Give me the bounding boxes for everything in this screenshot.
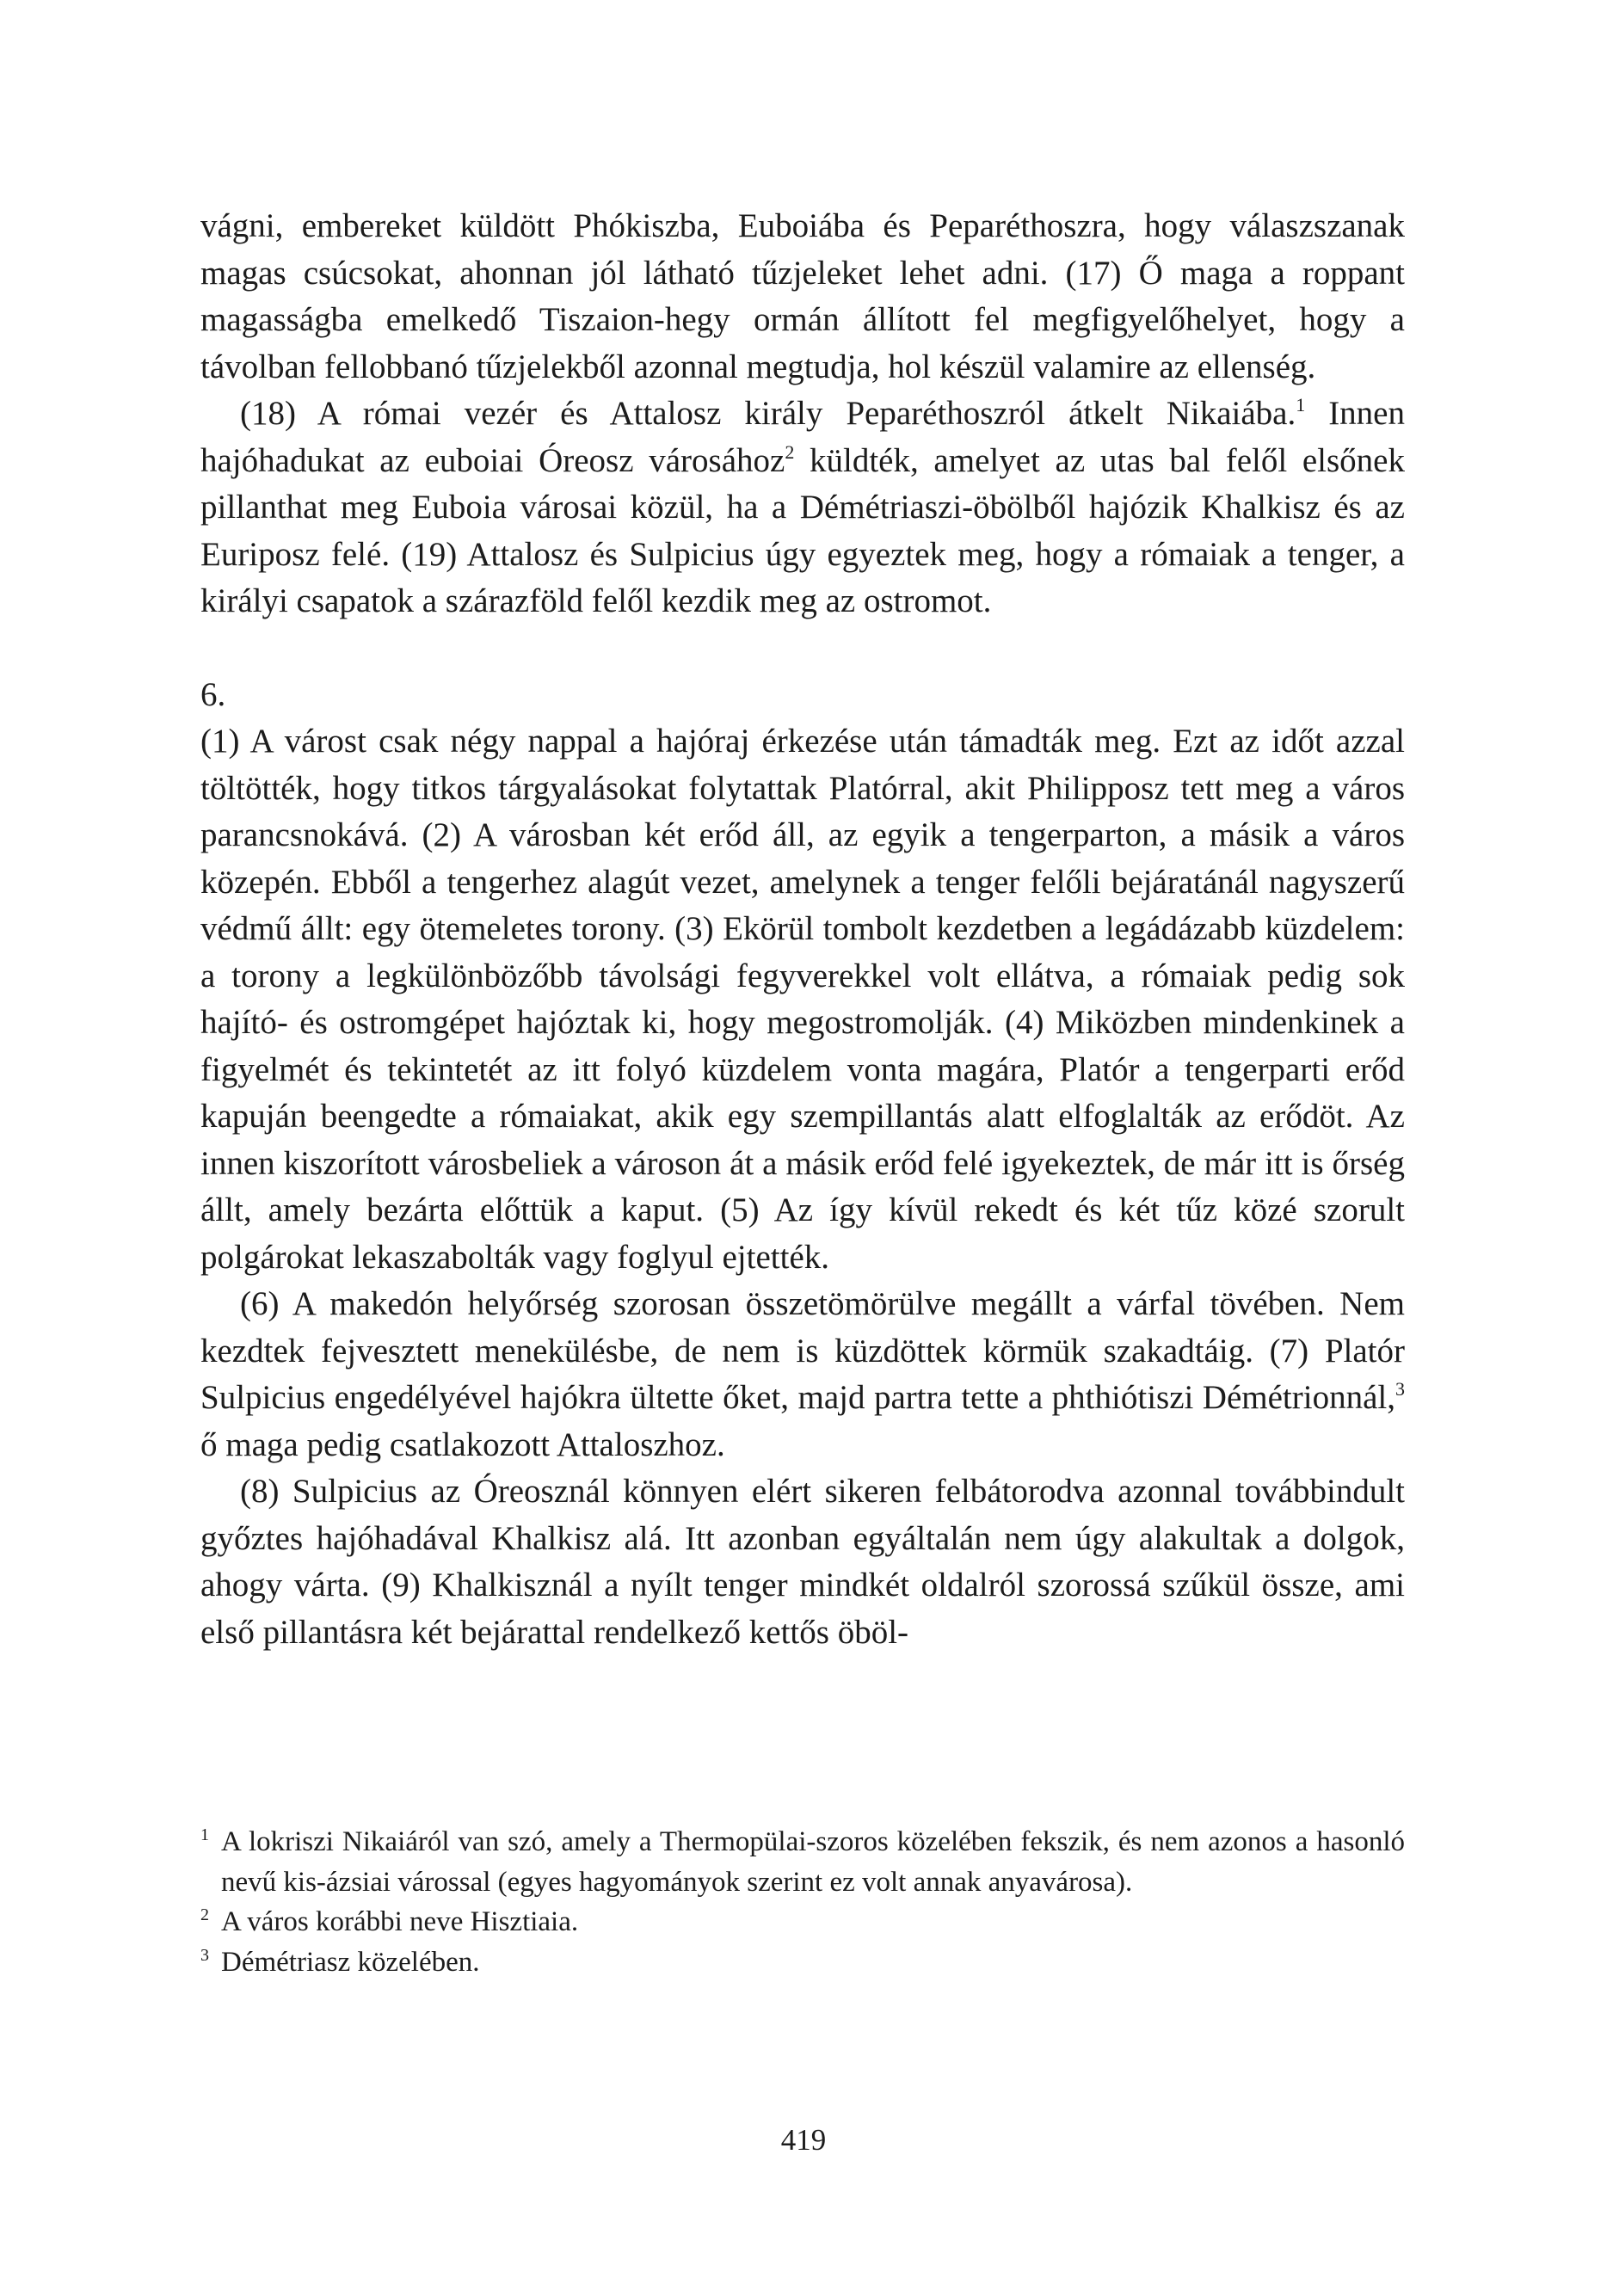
main-text	[200, 203, 1405, 1656]
footnote-ref-2[interactable]: 2	[785, 440, 795, 463]
paragraph-6-text-b: ő maga pedig csatlakozott Attaloszhoz.	[200, 1425, 725, 1463]
footnote-text-2: A város korábbi neve Hisztiaia.	[221, 1906, 579, 1937]
paragraph-8: (8) Sulpicius az Óreosznál könnyen elért sikeren felbátorodva azonnal továbbindult győztes hajóhadával Khalkisz alá. Itt azonban egyáltalán nem úgy alakultak a dolgok, ahogy várta. (9) Khalkisznál a nyílt tenger mindkét oldalról szorossá szűkül össze, ami első pillantásra két bejárattal rendelkező kettős öböl-	[200, 1473, 1405, 1651]
paragraph-continuation: vágni, embereket küldött Phókiszba, Euboiába és Peparéthoszra, hogy válaszszanak magas csúcsokat, ahonnan jól látható tűzjeleket lehet adni. (17) Ő maga a roppant magasságba emelkedő Tiszaion-hegy ormán állított fel megfigyelőhelyet, hogy a távolban fellobbanó tűzjelekből azonnal megtudja, hol készül valamire az ellenség.	[200, 207, 1405, 385]
section-number: 6.	[200, 675, 226, 713]
paragraph-18-text-b: Innen hajóhadukat az euboiai Óreosz városához	[200, 395, 1405, 479]
footnote-ref-1[interactable]: 1	[1296, 394, 1306, 415]
page-number: 419	[780, 2123, 827, 2157]
footnote-text-1: A lokriszi Nikaiáról van szó, amely a Thermopülai-szoros közelében fekszik, és nem azonos a hasonló nevű kis-ázsiai várossal (egyes hagyományok szerint ez volt annak anyavárosa).	[221, 1826, 1405, 1898]
paragraph-6-text-a: (6) A makedón helyőrség szorosan összetömörülve megállt a várfal tövében. Nem kezdtek fejvesztett menekülésbe, de nem is küzdöttek körmük szakadtáig. (7) Platór Sulpicius engedélyével hajókra ültette őket, majd partra tette a phthiótiszi Démétrionnál,	[200, 1285, 1405, 1416]
paragraph-6	[200, 1281, 1405, 1468]
footnote-3	[200, 1942, 1405, 1983]
footnote-text-3: Démétriasz közelében.	[221, 1946, 480, 1978]
footnote-ref-3[interactable]: 3	[1395, 1378, 1405, 1400]
paragraph-18-text-a: (18) A római vezér és Attalosz király Peparéthoszról átkelt Nikaiába.	[240, 395, 1296, 432]
footnotes	[200, 1822, 1405, 1982]
footnote-1	[200, 1822, 1405, 1902]
footnote-mark-2: 2	[200, 1905, 209, 1924]
footnote-mark-1: 1	[200, 1825, 209, 1844]
footnote-mark-3: 3	[200, 1945, 209, 1965]
paragraph-18-text-c: küldték, amelyet az utas bal felől elsőnek pillanthat meg Euboia városai közül, ha a Démétriaszi-öbölből hajózik Khalkisz és az Euriposz felé. (19) Attalosz és Sulpicius úgy egyeztek meg, hogy a rómaiak a tenger, a királyi csapatok a szárazföld felől kezdik meg az ostromot.	[200, 441, 1405, 619]
footnote-2	[200, 1902, 1405, 1942]
paragraph-section-6: (1) A várost csak négy nappal a hajóraj érkezése után támadták meg. Ezt az időt azzal töltötték, hogy titkos tárgyalásokat folytattak Platórral, akit Philipposz tett meg a város parancsnokává. (2) A városban két erőd áll, az egyik a tengerparton, a másik a város közepén. Ebből a tengerhez alagút vezet, amelynek a tenger felőli bejáratánál nagyszerű védmű állt: egy ötemeletes torony. (3) Ekörül tombolt kezdetben a legádázabb küzdelem: a torony a legkülönbözőbb távolsági fegyverekkel volt ellátva, a rómaiak pedig sok hajító- és ostromgépet hajóztak ki, hogy megostromolják. (4) Miközben mindenkinek a figyelmét és tekintetét az itt folyó küzdelem vonta magára, Platór a tengerparti erőd kapuján beengedte a rómaiakat, akik egy szempillantás alatt elfoglalták az erődöt. Az innen kiszorított városbeliek a városon át a másik erőd felé igyekeztek, de már itt is őrség állt, amely bezárta előttük a kaput. (5) Az így kívül rekedt és két tűz közé szorult polgárokat lekaszabolták vagy foglyul ejtették.	[200, 723, 1405, 1276]
paragraph-18	[200, 391, 1405, 625]
